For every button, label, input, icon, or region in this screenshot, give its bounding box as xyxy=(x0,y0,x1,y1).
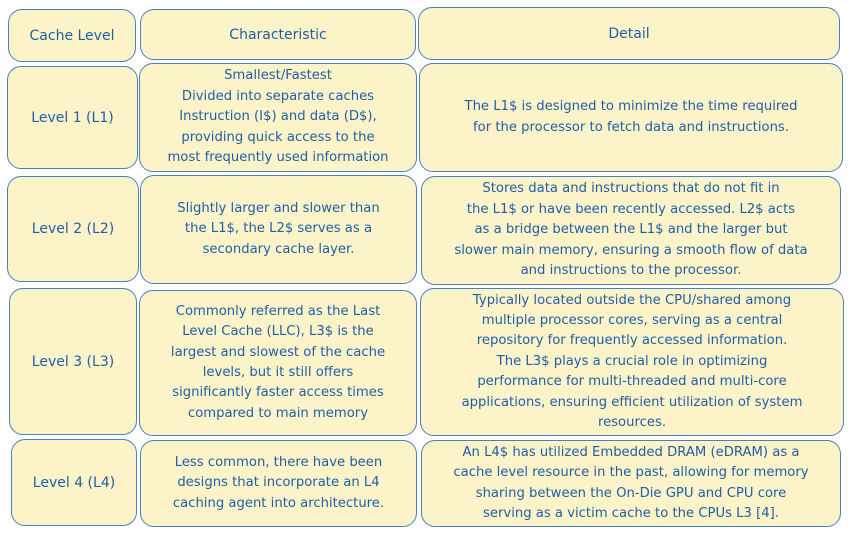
row-l1-level-label: Level 1 (L1) xyxy=(31,109,114,126)
row-l3-characteristic-text: Commonly referred as the Last Level Cache (LLC), L3$ is the largest and slowest of the cache levels, but it still offers significantly faster access times compared to main memory xyxy=(170,303,386,421)
row-l3-level xyxy=(9,288,137,435)
header-detail xyxy=(418,7,840,60)
header-detail-label: Detail xyxy=(608,25,650,42)
row-l2-level-label: Level 2 (L2) xyxy=(31,221,115,237)
row-l3-detail xyxy=(420,288,844,436)
row-l4-detail-text: An L4$ has utilized Embedded DRAM (eDRAM) as a cache level resource in the past, allowing for memory sharing between the On-Die GPU and CPU core serving as a victim cache to the CPUs L3 [4]. xyxy=(453,444,809,521)
row-l4-characteristic xyxy=(140,440,417,527)
header-cache-level-label: Cache Level xyxy=(29,27,115,44)
row-l1-detail-text: The L1$ is designed to minimize the time required for the processor to fetch data and instructions. xyxy=(464,99,798,135)
row-l1-characteristic-text: Smallest/Fastest Divided into separate caches Instruction (I$) and data (D$), providing quick access to the most frequently used information xyxy=(167,68,389,166)
header-characteristic xyxy=(140,9,416,60)
row-l2-detail-text: Stores data and instructions that do not fit in the L1$ or have been recently accessed. L2$ acts as a bridge between the L1$ and the larger but slower main memory, ensuring a smooth flow of data and instructions to the processor. xyxy=(454,181,808,279)
row-l2-characteristic-text: Slightly larger and slower than the L1$, the L2$ serves as a secondary cache layer. xyxy=(177,200,380,257)
row-l4-detail xyxy=(421,440,841,527)
row-l1-level xyxy=(7,66,138,169)
row-l2-level xyxy=(7,176,139,282)
row-l3-detail-text: Typically located outside the CPU/shared among multiple processor cores, serving as a central repository for frequently accessed information. The L3$ plays a crucial role in optimizing performance for multi-threaded and multi-core applications, ensuring efficient utilization of system resources. xyxy=(461,292,803,431)
header-cache-level xyxy=(8,9,136,62)
row-l2-detail xyxy=(421,176,841,285)
row-l4-characteristic-text: Less common, there have been designs that incorporate an L4 caching agent into architecture. xyxy=(172,454,385,511)
row-l2-characteristic xyxy=(140,175,417,284)
row-l4-level-label: Level 4 (L4) xyxy=(32,474,116,491)
row-l1-detail xyxy=(419,63,843,172)
header-characteristic-label: Characteristic xyxy=(229,26,327,43)
row-l4-level xyxy=(11,439,137,526)
row-l3-characteristic xyxy=(139,290,417,436)
row-l1-characteristic xyxy=(139,63,417,172)
row-l3-level-label: Level 3 (L3) xyxy=(31,353,115,370)
